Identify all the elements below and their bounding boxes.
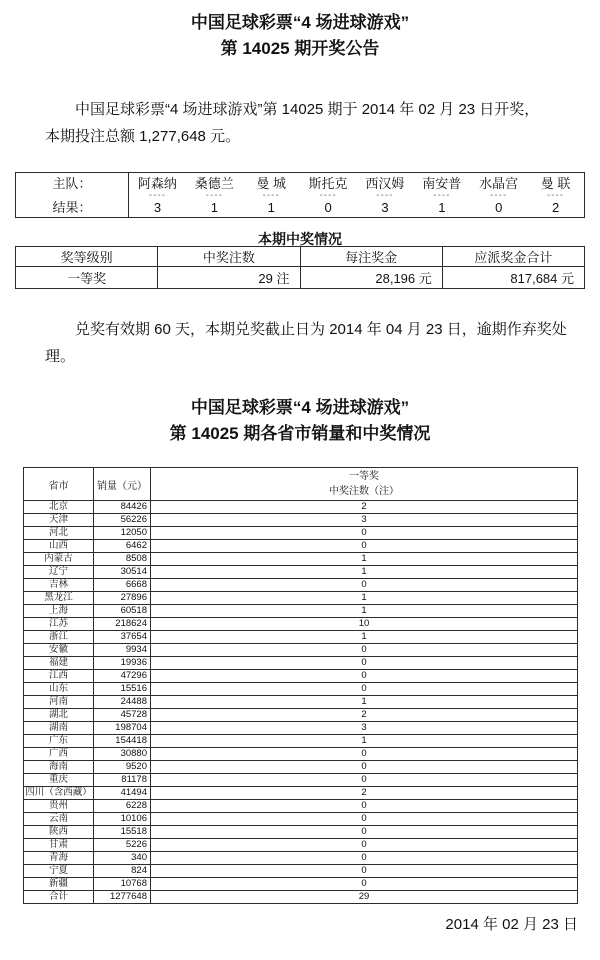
prize-table-header-row [16, 247, 585, 267]
province-name: 辽宁 [24, 566, 94, 579]
match-result: 1 [267, 200, 275, 215]
team-name: 曼 城 [256, 176, 286, 191]
province-first-prize-count: 0 [151, 657, 578, 670]
match-column [527, 173, 584, 217]
province-row [24, 852, 578, 865]
province-sales: 41494 [94, 787, 151, 800]
province-name: 吉林 [24, 579, 94, 592]
match-results-table [15, 172, 585, 218]
province-first-prize-count: 1 [151, 592, 578, 605]
province-name: 湖南 [24, 722, 94, 735]
label-spacer [16, 193, 128, 200]
province-row [24, 826, 578, 839]
province-sales: 47296 [94, 670, 151, 683]
province-first-prize-count: 0 [151, 761, 578, 774]
province-sales: 154418 [94, 735, 151, 748]
redeem-line2: 理。 [45, 348, 76, 365]
province-name: 四川（含西藏） [25, 787, 92, 798]
separator-dashes: ---- [546, 190, 565, 201]
province-name: 海南 [24, 761, 94, 774]
province-sales: 824 [94, 865, 151, 878]
province-first-prize-count: 1 [151, 735, 578, 748]
match-column [243, 173, 300, 217]
province-row [24, 527, 578, 540]
province-name: 江西 [24, 670, 94, 683]
province-first-prize-count: 0 [151, 644, 578, 657]
province-name: 新疆 [24, 878, 94, 891]
province-sales: 5226 [94, 839, 151, 852]
separator-dashes: ---- [490, 190, 508, 201]
match-result: 1 [210, 200, 218, 215]
province-sales: 6462 [94, 540, 151, 553]
province-name: 福建 [24, 657, 94, 670]
team-name: 南安普 [422, 176, 462, 191]
province-table-body [24, 501, 578, 904]
match-column [129, 173, 186, 217]
province-row [24, 813, 578, 826]
separator-dashes: ---- [262, 190, 280, 201]
province-sales: 81178 [94, 774, 151, 787]
province-sales: 15518 [94, 826, 151, 839]
province-row [24, 514, 578, 527]
province-name: 重庆 [24, 774, 94, 787]
match-column [300, 173, 357, 217]
intro-line1: 中国足球彩票“4 场进球游戏”第 14025 期于 2014 年 02 月 23 日开奖， [75, 101, 540, 118]
province-sales: 37654 [94, 631, 151, 644]
province-name: 广西 [24, 748, 94, 761]
province-row [24, 735, 578, 748]
province-name: 黑龙江 [24, 592, 94, 605]
province-row [24, 566, 578, 579]
prize-table-header-cell: 应派奖金合计 [442, 247, 584, 267]
province-sales: 9934 [94, 644, 151, 657]
province-first-prize-count: 3 [151, 514, 578, 527]
province-first-prize-count: 1 [151, 696, 578, 709]
province-title-line1: 中国足球彩票“4 场进球游戏” [190, 398, 410, 417]
match-column [470, 173, 527, 217]
prize-table-header-cell: 中奖注数 [158, 247, 300, 267]
province-first-prize-count: 0 [151, 774, 578, 787]
separator-dashes: ---- [433, 190, 451, 201]
province-row [24, 891, 578, 904]
province-row [24, 878, 578, 891]
province-first-prize-count: 0 [151, 800, 578, 813]
province-first-prize-count: 2 [151, 787, 578, 800]
province-name: 北京 [24, 501, 94, 514]
province-row [24, 592, 578, 605]
province-sales: 27896 [94, 592, 151, 605]
province-first-prize-count: 0 [151, 527, 578, 540]
province-title-line2: 第 14025 期各省市销量和中奖情况 [169, 424, 431, 443]
province-first-prize-count: 0 [151, 852, 578, 865]
first-prize-header-line1: 一等奖 [349, 471, 379, 482]
match-result: 0 [495, 200, 503, 215]
province-first-prize-count: 0 [151, 878, 578, 891]
province-name: 天津 [24, 514, 94, 527]
province-name: 青海 [24, 852, 94, 865]
province-first-prize-count: 0 [151, 579, 578, 592]
province-sales: 6228 [94, 800, 151, 813]
province-first-prize-count: 1 [151, 553, 578, 566]
province-sales: 6668 [94, 579, 151, 592]
province-name: 贵州 [24, 800, 94, 813]
province-sales: 30514 [94, 566, 151, 579]
province-sales: 24488 [94, 696, 151, 709]
province-row [24, 839, 578, 852]
province-first-prize-count: 0 [151, 813, 578, 826]
province-first-prize-count: 1 [151, 631, 578, 644]
province-row [24, 774, 578, 787]
province-first-prize-count: 0 [151, 683, 578, 696]
prize-table-header-cell: 每注奖金 [300, 247, 442, 267]
province-sales-table [23, 467, 578, 904]
province-sales: 60518 [94, 605, 151, 618]
province-first-prize-count: 2 [151, 709, 578, 722]
province-row [24, 761, 578, 774]
prize-table-header-cell: 奖等级别 [16, 247, 158, 267]
match-result: 3 [153, 200, 162, 215]
province-first-prize-count: 3 [151, 722, 578, 735]
province-row [24, 540, 578, 553]
prize-table-data-row [16, 267, 585, 289]
redeem-line1: 兑奖有效期 60 天，本期兑奖截止日为 2014 年 04 月 23 日，逾期作弃奖处 [75, 321, 567, 338]
province-row [24, 709, 578, 722]
province-sales: 45728 [94, 709, 151, 722]
province-first-prize-count: 0 [151, 540, 578, 553]
province-section-title [0, 395, 600, 447]
province-first-prize-count: 0 [151, 839, 578, 852]
separator-dashes: ---- [205, 190, 223, 201]
province-sales: 9520 [94, 761, 151, 774]
province-name: 广东 [24, 735, 94, 748]
match-result: 2 [551, 200, 560, 215]
title-line1: 中国足球彩票“4 场进球游戏” [190, 13, 410, 32]
team-name: 水晶宫 [479, 176, 519, 191]
province-sales: 84426 [94, 501, 151, 514]
province-first-prize-count: 0 [151, 748, 578, 761]
province-name: 云南 [24, 813, 94, 826]
province-first-prize-count: 1 [151, 605, 578, 618]
match-result: 1 [438, 200, 446, 215]
province-first-prize-count: 0 [151, 670, 578, 683]
separator-dashes: ---- [319, 190, 337, 201]
province-name: 山东 [24, 683, 94, 696]
team-name: 曼 联 [540, 176, 571, 191]
province-name: 合计 [24, 891, 94, 904]
redeem-deadline-paragraph [45, 316, 586, 370]
home-team-row-label: 主队： [52, 176, 92, 191]
team-name: 阿森纳 [137, 176, 177, 191]
title-line2: 第 14025 期开奖公告 [220, 39, 380, 58]
first-prize-header-line2: 中奖注数（注） [329, 486, 399, 497]
province-name: 安徽 [24, 644, 94, 657]
match-result: 3 [381, 200, 389, 215]
province-name: 宁夏 [24, 865, 94, 878]
sales-header: 销量（元） [94, 468, 151, 501]
province-first-prize-count: 0 [151, 865, 578, 878]
province-first-prize-count: 0 [151, 826, 578, 839]
province-sales: 340 [94, 852, 151, 865]
separator-dashes: ---- [148, 190, 167, 201]
province-row [24, 579, 578, 592]
result-row-label: 结果： [52, 200, 92, 215]
match-table-labels [16, 173, 129, 217]
province-sales: 218624 [94, 618, 151, 631]
province-name: 河南 [24, 696, 94, 709]
prize-table [15, 246, 585, 289]
total-prize-payout: 817,684 元 [442, 267, 584, 289]
province-row [24, 722, 578, 735]
intro-line2: 本期投注总额 1,277,648 元。 [45, 128, 241, 145]
province-row [24, 696, 578, 709]
province-row [24, 644, 578, 657]
province-row [24, 618, 578, 631]
match-column [413, 173, 470, 217]
footer-date: 2014 年 02 月 23 日 [445, 916, 578, 933]
prize-section-title: 本期中奖情况 [258, 231, 342, 247]
province-row [24, 683, 578, 696]
province-header: 省市 [24, 468, 94, 501]
province-row [24, 748, 578, 761]
province-sales: 10768 [94, 878, 151, 891]
match-column [357, 173, 414, 217]
province-table-header-row [24, 468, 578, 501]
province-row [24, 501, 578, 514]
province-name: 湖北 [24, 709, 94, 722]
province-name: 河北 [24, 527, 94, 540]
province-row [24, 631, 578, 644]
province-sales: 30880 [94, 748, 151, 761]
team-name: 斯托克 [308, 176, 348, 191]
separator-dashes: ---- [376, 190, 394, 201]
province-sales: 12050 [94, 527, 151, 540]
province-sales: 1277648 [94, 891, 151, 904]
prize-level: 一等奖 [16, 267, 158, 289]
province-row [24, 657, 578, 670]
province-name: 山西 [24, 540, 94, 553]
match-column [186, 173, 243, 217]
province-sales: 8508 [94, 553, 151, 566]
province-row [24, 670, 578, 683]
province-name: 上海 [24, 605, 94, 618]
province-first-prize-count: 2 [151, 501, 578, 514]
province-name: 浙江 [24, 631, 94, 644]
province-sales: 15516 [94, 683, 151, 696]
page-title [0, 10, 600, 62]
province-row [24, 865, 578, 878]
province-first-prize-count: 29 [151, 891, 578, 904]
province-name: 陕西 [24, 826, 94, 839]
province-name: 甘肃 [24, 839, 94, 852]
winning-bet-count: 29 注 [158, 267, 300, 289]
province-name: 江苏 [24, 618, 94, 631]
province-sales: 198704 [94, 722, 151, 735]
prize-per-bet: 28,196 元 [300, 267, 442, 289]
intro-paragraph [45, 96, 586, 150]
province-sales: 56226 [94, 514, 151, 527]
first-prize-header [151, 468, 578, 501]
match-columns [129, 173, 584, 217]
province-row [24, 553, 578, 566]
province-sales: 19936 [94, 657, 151, 670]
match-result: 0 [324, 200, 332, 215]
province-sales: 10106 [94, 813, 151, 826]
province-name: 内蒙古 [24, 553, 94, 566]
province-row [24, 605, 578, 618]
province-first-prize-count: 10 [151, 618, 578, 631]
province-row [24, 787, 578, 800]
team-name: 桑德兰 [194, 176, 234, 191]
province-first-prize-count: 1 [151, 566, 578, 579]
province-row [24, 800, 578, 813]
team-name: 西汉姆 [365, 176, 405, 191]
